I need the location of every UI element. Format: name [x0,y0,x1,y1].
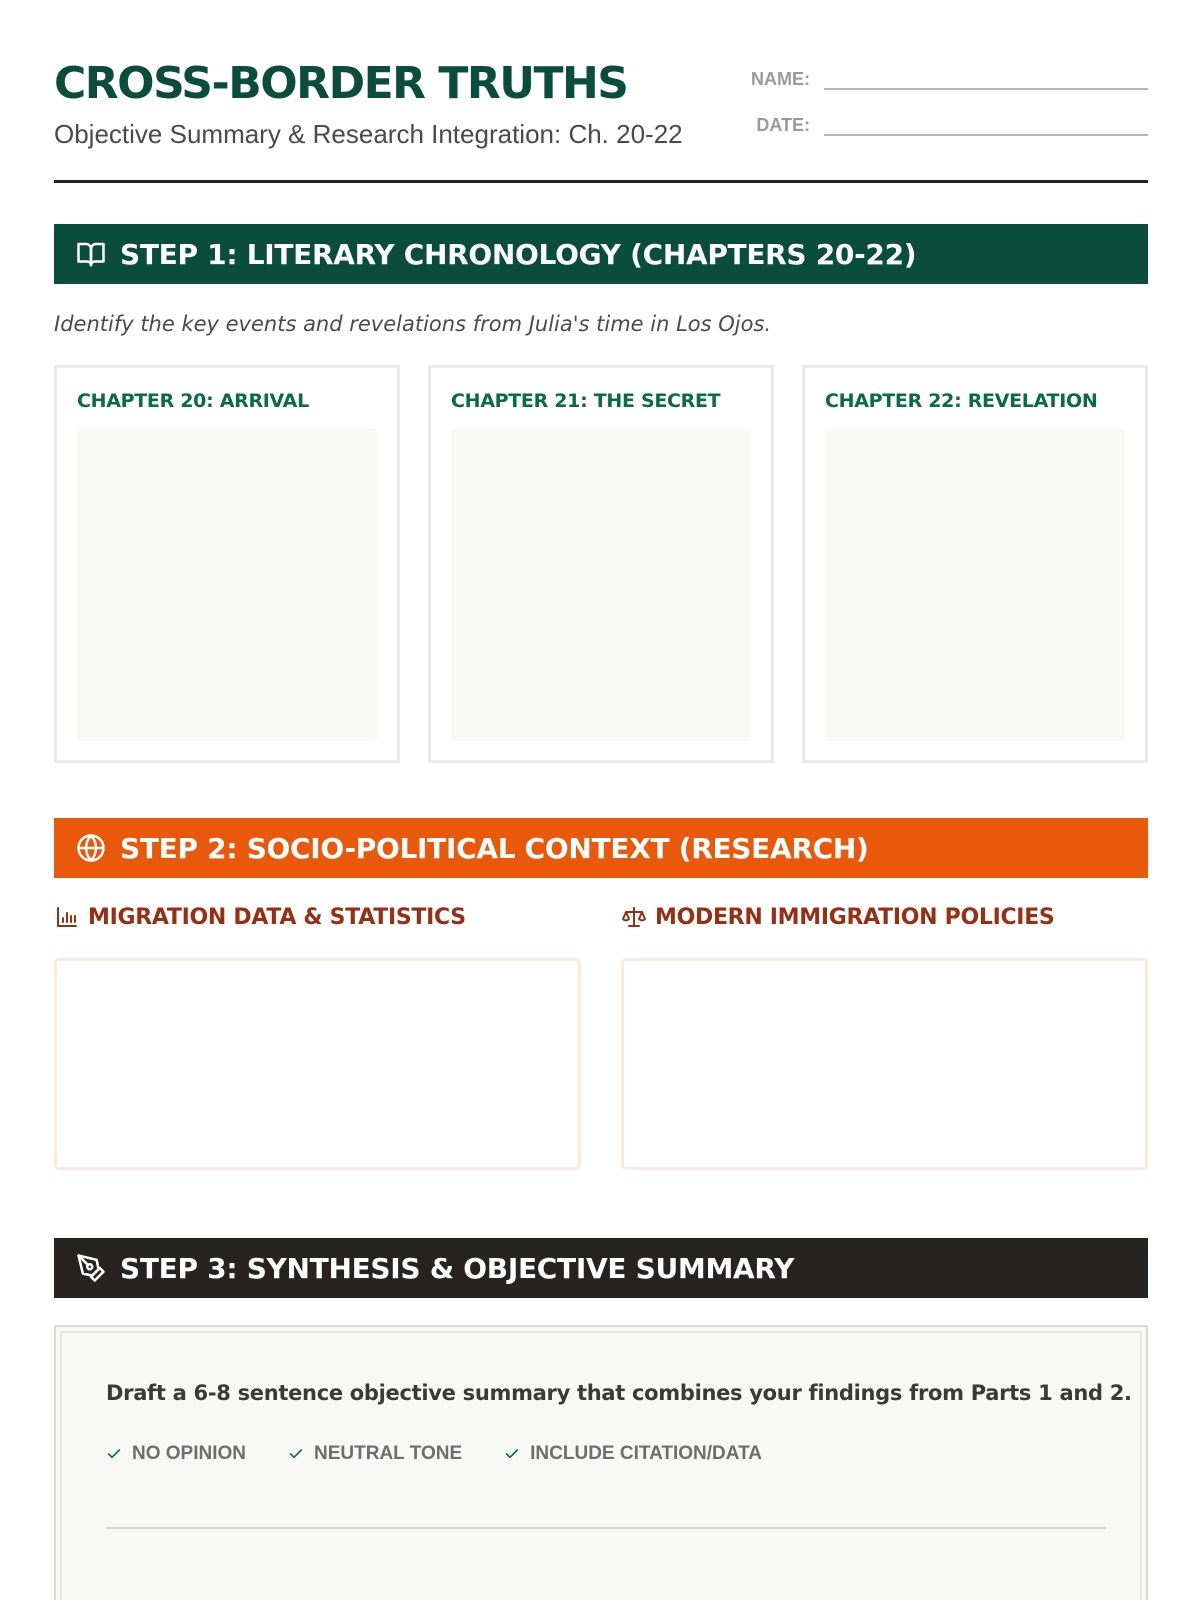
scale-icon [621,904,647,930]
date-field [728,102,1148,148]
migration-data-heading [54,904,466,930]
criteria-label: NEUTRAL TONE [314,1443,463,1464]
criteria-label: NO OPINION [132,1443,247,1464]
check-icon [504,1445,522,1463]
book-open-icon [74,237,108,271]
date-input-line[interactable] [824,102,1148,136]
chapter-22-response-area[interactable] [825,429,1125,741]
chapter-card-title: CHAPTER 20: ARRIVAL [77,390,309,412]
chapter-card-21 [428,365,774,763]
chapter-20-response-area[interactable] [77,429,377,741]
immigration-policies-label: MODERN IMMIGRATION POLICIES [655,904,1055,930]
synthesis-inner-frame [60,1331,1142,1600]
page-subtitle: Objective Summary & Research Integration: Ch. 20-22 [54,119,683,149]
globe-icon [74,831,108,865]
worksheet-header [54,52,1148,184]
check-icon [288,1445,306,1463]
name-input-line[interactable] [824,56,1148,90]
criteria-item [504,1443,762,1465]
bar-chart-icon [54,904,80,930]
immigration-policies-response-box[interactable] [621,958,1148,1170]
student-info-fields [728,56,1148,148]
check-icon [106,1445,124,1463]
step3-title: STEP 3: SYNTHESIS & OBJECTIVE SUMMARY [120,1251,795,1285]
step3-banner [54,1238,1148,1298]
chapter-card-title: CHAPTER 21: THE SECRET [451,390,721,412]
step1-instruction: Identify the key events and revelations from Julia's time in Los Ojos. [54,312,772,336]
chapter-card-title: CHAPTER 22: REVELATION [825,390,1098,412]
synthesis-box [54,1325,1148,1600]
step2-title: STEP 2: SOCIO-POLITICAL CONTEXT (RESEARCH) [120,831,869,865]
name-label: NAME: [751,69,810,89]
step1-title: STEP 1: LITERARY CHRONOLOGY (CHAPTERS 20-22) [120,237,917,271]
pen-tool-icon [74,1251,108,1285]
criteria-item [288,1443,462,1465]
synthesis-prompt: Draft a 6-8 sentence objective summary that combines your findings from Parts 1 and 2. [106,1381,1132,1405]
summary-criteria [106,1443,804,1465]
criteria-item [106,1443,246,1465]
page-title: CROSS-BORDER TRUTHS [54,58,628,109]
migration-data-response-box[interactable] [54,958,581,1170]
header-divider [54,180,1148,183]
chapter-card-20 [54,365,400,763]
step2-banner [54,818,1148,878]
step1-banner [54,224,1148,284]
migration-data-label: MIGRATION DATA & STATISTICS [88,904,466,930]
criteria-label: INCLUDE CITATION/DATA [530,1443,762,1464]
name-field [728,56,1148,102]
chapter-21-response-area[interactable] [451,429,751,741]
summary-writing-line[interactable] [106,1527,1106,1529]
date-label: DATE: [756,115,810,135]
immigration-policies-heading [621,904,1054,930]
chapter-card-22 [802,365,1148,763]
